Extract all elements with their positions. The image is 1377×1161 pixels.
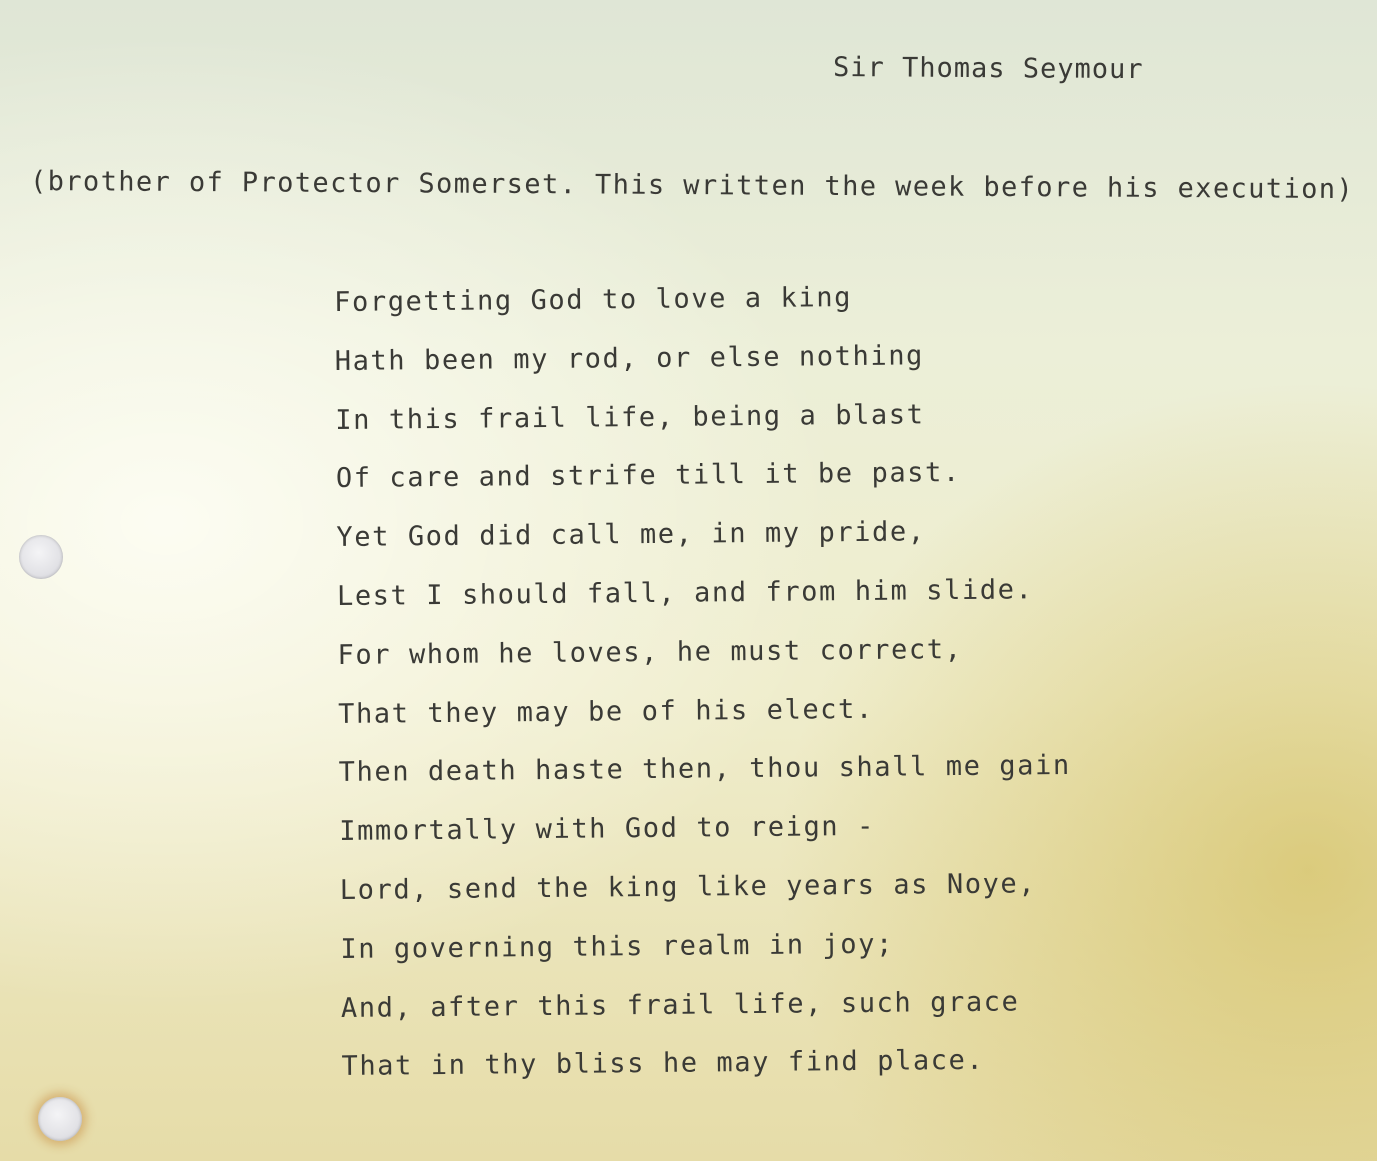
poem-line: For whom he loves, he must correct,: [337, 633, 963, 671]
subtitle-note: (brother of Protector Somerset. This written the week before his execution): [29, 166, 1355, 206]
author-heading: Sir Thomas Seymour: [832, 52, 1144, 86]
poem-line: In governing this realm in joy;: [340, 928, 895, 965]
poem-line: Immortally with God to reign -: [339, 811, 876, 848]
punch-hole: [19, 535, 63, 579]
poem-line: Then death haste then, thou shall me gain: [338, 750, 1071, 789]
poem-line: In this frail life, being a blast: [335, 398, 925, 436]
poem-line: And, after this frail life, such grace: [340, 986, 1020, 1024]
poem: [334, 276, 1074, 1106]
poem-line: Hath been my rod, or else nothing: [334, 340, 925, 377]
poem-line: Lest I should fall, and from him slide.: [336, 574, 1034, 612]
poem-line: Lord, send the king like years as Noye,: [339, 868, 1037, 906]
punch-hole: [38, 1097, 82, 1141]
poem-line: That in thy bliss he may find place.: [341, 1045, 985, 1083]
poem-line: That they may be of his elect.: [337, 693, 874, 730]
poem-line: Of care and strife till it be past.: [335, 457, 961, 495]
poem-line: Yet God did call me, in my pride,: [336, 516, 926, 554]
poem-line: Forgetting God to love a king: [334, 282, 853, 318]
